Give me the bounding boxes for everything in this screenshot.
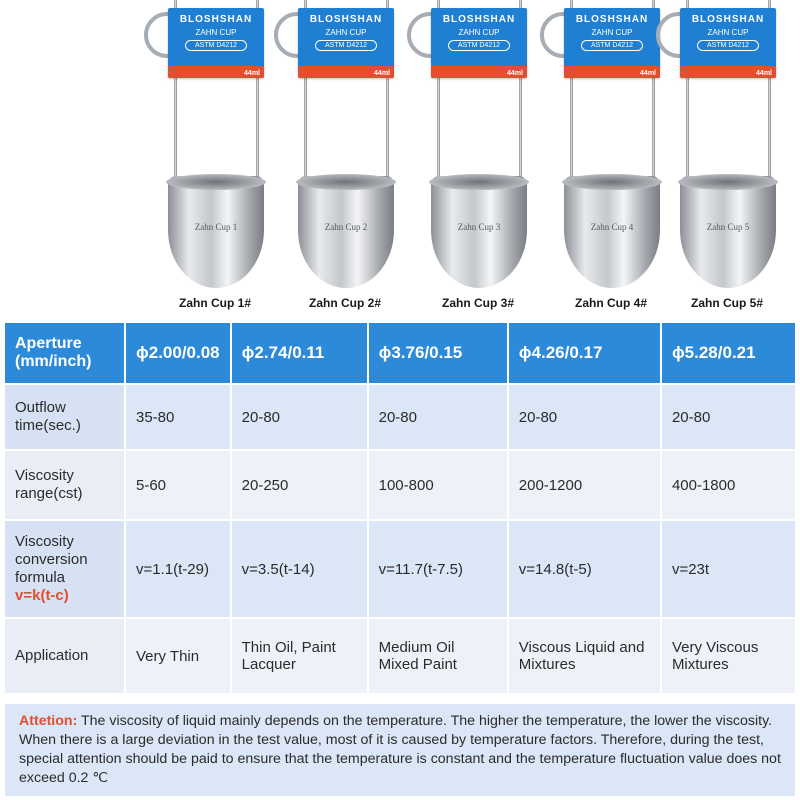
zahn-cup-5 (652, 0, 800, 318)
cup-engraving: Zahn Cup 2 (324, 222, 368, 232)
table-cell: 20-80 (509, 385, 660, 449)
tag-volume: 44ml (244, 70, 260, 77)
cup-bowl (168, 176, 264, 288)
table-cell: 20-80 (369, 385, 507, 449)
tag-volume: 44ml (374, 70, 390, 77)
table-cell: Viscous Liquid and Mixtures (509, 619, 660, 693)
tag-model: ZAHN CUP (325, 28, 367, 37)
zahn-cup-1 (140, 0, 290, 318)
table-cell: 100-800 (369, 451, 507, 519)
cup-bowl (431, 176, 527, 288)
table-cell: 20-80 (662, 385, 795, 449)
tag-volume: 44ml (756, 70, 772, 77)
table-cell: v=1.1(t-29) (126, 521, 230, 617)
note-text: The viscosity of liquid mainly depends on the temperature. The higher the temperature, the lower the viscosity. When there is a large deviation in the test value, most of it is caused by temperature factors. Therefore, during the test, special attention should be paid to ensure that the temperature is constant and the temperature fluctuation value does not exceed 0.2 ℃ (19, 713, 781, 786)
row-label: Outflow time(sec.) (5, 385, 124, 449)
table-cell: 20-250 (232, 451, 367, 519)
attention-note (5, 704, 795, 796)
tag-model: ZAHN CUP (195, 28, 237, 37)
cup-rim (678, 174, 778, 190)
table-cell: 200-1200 (509, 451, 660, 519)
header-cell: ϕ4.26/0.17 (509, 323, 660, 383)
tag-model: ZAHN CUP (707, 28, 749, 37)
row-label-text: Viscosity conversion formula (15, 533, 88, 586)
tag-volume: 44ml (640, 70, 656, 77)
row-label: Viscosity range(cst) (5, 451, 124, 519)
table-cell: v=14.8(t-5) (509, 521, 660, 617)
product-tag (298, 8, 394, 78)
product-tag (431, 8, 527, 78)
tag-model: ZAHN CUP (458, 28, 500, 37)
table-cell: v=11.7(t-7.5) (369, 521, 507, 617)
cup-label: Zahn Cup 5# (690, 296, 763, 310)
tag-brand: BLOSHSHAN (575, 14, 649, 25)
cup-label: Zahn Cup 1# (178, 296, 251, 310)
spec-table (3, 321, 797, 695)
header-cell: ϕ5.28/0.21 (662, 323, 795, 383)
cup-rim (166, 174, 266, 190)
tag-standard: ASTM D4212 (581, 40, 643, 51)
table-row (5, 385, 795, 449)
tag-standard: ASTM D4212 (185, 40, 247, 51)
cup-bowl (680, 176, 776, 288)
header-cell: ϕ2.74/0.11 (232, 323, 367, 383)
tag-brand: BLOSHSHAN (309, 14, 383, 25)
cup-label: Zahn Cup 4# (574, 296, 647, 310)
tag-brand: BLOSHSHAN (179, 14, 253, 25)
table-cell: v=3.5(t-14) (232, 521, 367, 617)
cup-engraving: Zahn Cup 4 (590, 222, 634, 232)
product-tag (168, 8, 264, 78)
table-cell: 5-60 (126, 451, 230, 519)
tag-model: ZAHN CUP (591, 28, 633, 37)
cup-rim (562, 174, 662, 190)
header-label: Aperture (mm/inch) (5, 323, 124, 383)
zahn-cup-2 (270, 0, 420, 318)
header-cell: ϕ3.76/0.15 (369, 323, 507, 383)
table-header-row (5, 323, 795, 383)
product-tag (564, 8, 660, 78)
table-cell: Medium Oil Mixed Paint (369, 619, 507, 693)
cup-bowl (564, 176, 660, 288)
product-tag (680, 8, 776, 78)
tag-brand: BLOSHSHAN (442, 14, 516, 25)
row-label (5, 521, 124, 617)
cup-label: Zahn Cup 3# (441, 296, 514, 310)
cup-bowl (298, 176, 394, 288)
table-row (5, 521, 795, 617)
table-cell: 400-1800 (662, 451, 795, 519)
cup-engraving: Zahn Cup 5 (706, 222, 750, 232)
tag-standard: ASTM D4212 (448, 40, 510, 51)
table-cell: 35-80 (126, 385, 230, 449)
cup-engraving: Zahn Cup 1 (194, 222, 238, 232)
cup-label: Zahn Cup 2# (308, 296, 381, 310)
table-row (5, 451, 795, 519)
table-cell: v=23t (662, 521, 795, 617)
table-cell: Thin Oil, Paint Lacquer (232, 619, 367, 693)
table-row (5, 619, 795, 693)
cup-rim (429, 174, 529, 190)
tag-volume: 44ml (507, 70, 523, 77)
formula-highlight: v=k(t-c) (15, 587, 69, 604)
cup-engraving: Zahn Cup 3 (457, 222, 501, 232)
tag-standard: ASTM D4212 (315, 40, 377, 51)
cup-rim (296, 174, 396, 190)
tag-standard: ASTM D4212 (697, 40, 759, 51)
row-label: Application (5, 619, 124, 693)
table-cell: 20-80 (232, 385, 367, 449)
table-cell: Very Thin (126, 619, 230, 693)
table-cell: Very Viscous Mixtures (662, 619, 795, 693)
tag-brand: BLOSHSHAN (691, 14, 765, 25)
header-cell: ϕ2.00/0.08 (126, 323, 230, 383)
note-prefix: Attetion: (19, 713, 78, 729)
zahn-cup-3 (403, 0, 553, 318)
cup-gallery (0, 0, 800, 318)
